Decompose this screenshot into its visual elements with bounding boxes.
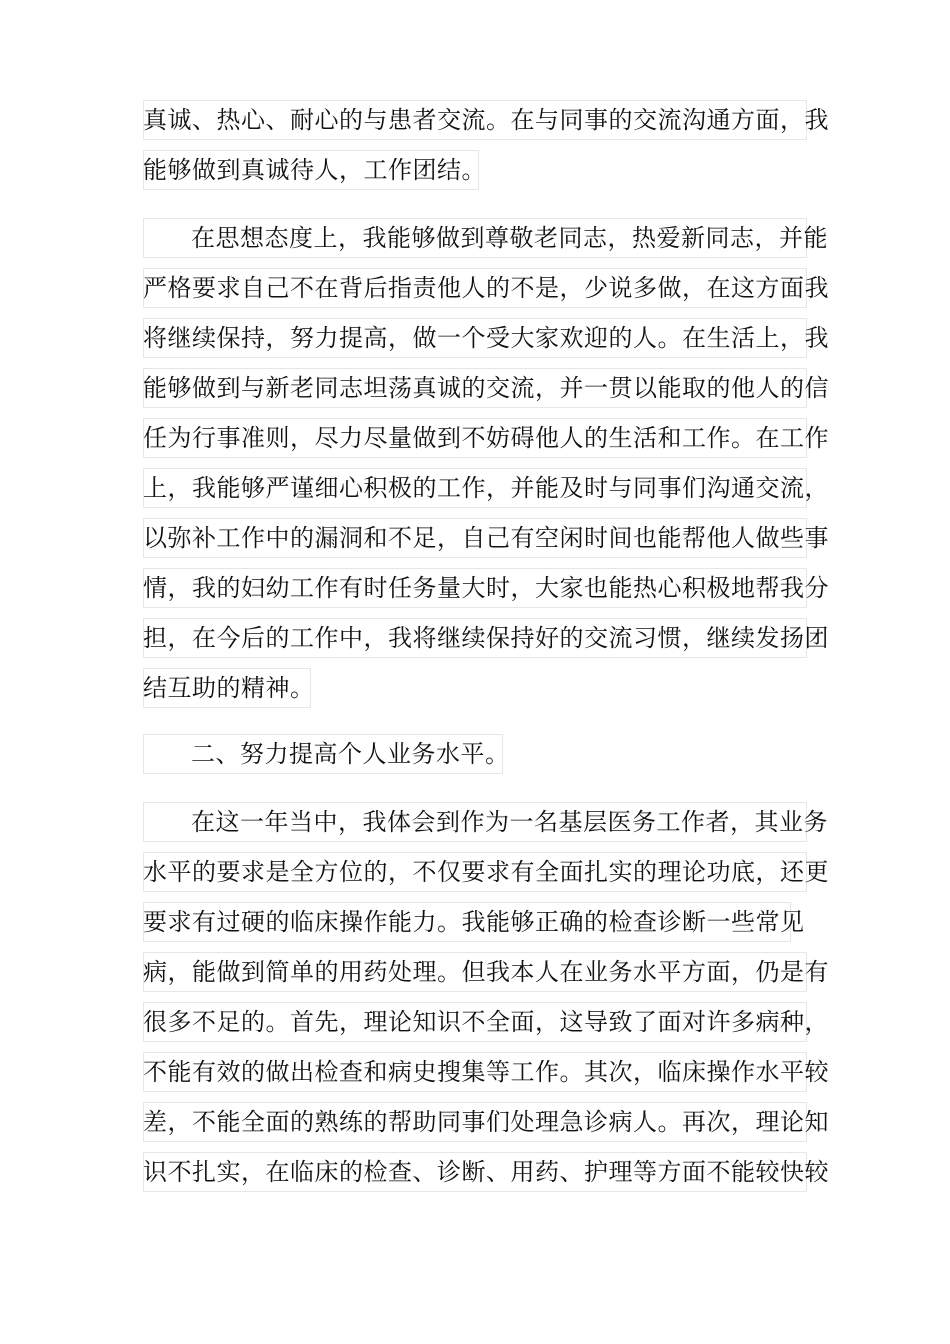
text-line xyxy=(143,318,829,358)
text-line xyxy=(143,1002,829,1042)
text-line xyxy=(143,468,829,508)
text-line xyxy=(143,952,829,992)
text-line xyxy=(143,1102,829,1142)
text-line-content: 上，我能够严谨细心积极的工作，并能及时与同事们沟通交流， xyxy=(143,474,829,502)
text-line-content: 情，我的妇幼工作有时任务量大时，大家也能热心积极地帮我分 xyxy=(143,574,829,602)
text-line xyxy=(143,852,829,892)
text-line xyxy=(143,100,829,140)
text-line-content: 要求有过硬的临床操作能力。我能够正确的检查诊断一些常见 xyxy=(143,908,805,936)
text-line xyxy=(143,618,829,658)
text-line-content: 真诚、热心、耐心的与患者交流。在与同事的交流沟通方面，我 xyxy=(143,106,829,134)
text-line xyxy=(143,902,805,942)
text-line xyxy=(143,368,829,408)
text-line-content: 将继续保持，努力提高，做一个受大家欢迎的人。在生活上，我 xyxy=(143,324,829,352)
text-line xyxy=(143,1152,829,1192)
text-line xyxy=(143,418,829,458)
text-line-content: 差，不能全面的熟练的帮助同事们处理急诊病人。再次，理论知 xyxy=(143,1108,829,1136)
text-line-content: 以弥补工作中的漏洞和不足，自己有空闲时间也能帮他人做些事 xyxy=(143,524,829,552)
text-line-content: 很多不足的。首先，理论知识不全面，这导致了面对许多病种， xyxy=(143,1008,829,1036)
text-line xyxy=(143,218,828,258)
text-line-content: 结互助的精神。 xyxy=(143,674,315,702)
text-line xyxy=(143,1052,829,1092)
text-line xyxy=(143,518,829,558)
text-line-content: 不能有效的做出检查和病史搜集等工作。其次，临床操作水平较 xyxy=(143,1058,829,1086)
text-line-content: 病，能做到简单的用药处理。但我本人在业务水平方面，仍是有 xyxy=(143,958,829,986)
text-line-content: 担，在今后的工作中，我将继续保持好的交流习惯，继续发扬团 xyxy=(143,624,829,652)
text-line-content: 任为行事准则，尽力尽量做到不妨碍他人的生活和工作。在工作 xyxy=(143,424,829,452)
text-line xyxy=(143,802,828,842)
text-line-content: 在思想态度上，我能够做到尊敬老同志，热爱新同志，并能 xyxy=(191,224,828,252)
text-line xyxy=(143,268,829,308)
text-line xyxy=(143,150,486,190)
section-heading-text: 二、努力提高个人业务水平。 xyxy=(191,740,510,768)
text-line-content: 水平的要求是全方位的，不仅要求有全面扎实的理论功底，还更 xyxy=(143,858,829,886)
section-heading xyxy=(143,734,510,774)
text-line-content: 在这一年当中，我体会到作为一名基层医务工作者，其业务 xyxy=(191,808,828,836)
text-line-content: 严格要求自己不在背后指责他人的不是，少说多做，在这方面我 xyxy=(143,274,829,302)
text-line-content: 能够做到与新老同志坦荡真诚的交流，并一贯以能取的他人的信 xyxy=(143,374,829,402)
text-line xyxy=(143,668,315,708)
text-line-content: 识不扎实，在临床的检查、诊断、用药、护理等方面不能较快较 xyxy=(143,1158,829,1186)
text-line-content: 能够做到真诚待人，工作团结。 xyxy=(143,156,486,184)
text-line xyxy=(143,568,829,608)
